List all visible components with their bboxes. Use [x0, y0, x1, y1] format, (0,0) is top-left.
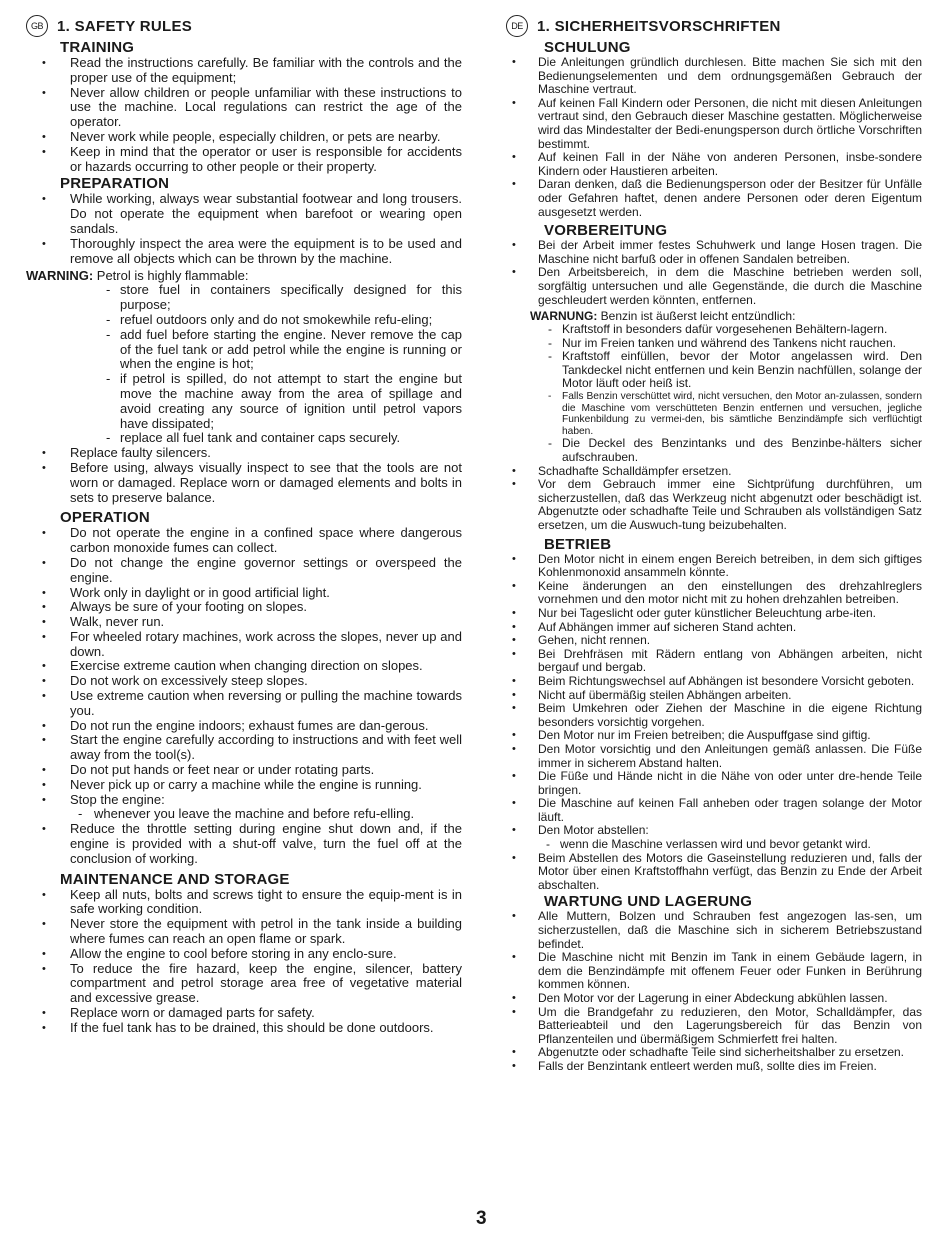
warning-dash-list — [26, 283, 462, 446]
section-heading-maintenance: MAINTENANCE AND STORAGE — [60, 870, 290, 888]
section-heading-vorbereitung: VORBEREITUNG — [544, 222, 668, 240]
warning-text: Benzin ist äußerst leicht entzündlich: — [597, 309, 796, 324]
betrieb-list — [506, 553, 922, 893]
list-item: • Bei der Arbeit immer festes Schuhwerk und lange Hosen tragen. Die Maschine nicht barfuß oder in offenen Sandalen betreiben. — [506, 239, 922, 266]
list-item: • Before using, always visually inspect to see that the tools are not worn or damaged. Replace worn or damaged elements and bolts in sets to preserve balance. — [26, 461, 462, 505]
warning-dash-list — [506, 323, 922, 465]
dash-item: - replace all fuel tank and container caps securely. — [26, 431, 462, 446]
list-item: • Die Maschine nicht mit Benzin im Tank in einem Gebäude lagern, in dem die Benzindämpfe mit offenem Feuer oder Funken in Berührung kommen können. — [506, 951, 922, 992]
list-item: • Abgenutzte oder schadhafte Teile sind sicherheitshalber zu ersetzen. — [506, 1046, 922, 1060]
section-heading-preparation: PREPARATION — [60, 175, 170, 193]
list-item: • Den Motor vor der Lagerung in einer Abdeckung abkühlen lassen. — [506, 992, 922, 1006]
list-item: • Keine änderungen an den einstellungen des drehzahlreglers vornehmen und den motor nicht mit zu hohen drehzahlen betreiben. — [506, 580, 922, 607]
list-item: • While working, always wear substantial footwear and long trousers. Do not operate the equipment when barefoot or wearing open sandals. — [26, 192, 462, 236]
list-item: • Keep in mind that the operator or user is responsible for accidents or hazards occurring to other people or their property. — [26, 145, 462, 175]
maintenance-list — [26, 888, 462, 1036]
language-badge-gb: GB — [26, 15, 48, 37]
stop-engine-label: Stop the engine: — [70, 791, 165, 807]
list-item: • Exercise extreme caution when changing direction on slopes. — [26, 659, 462, 674]
list-item-stop-engine — [26, 793, 462, 823]
preparation-list — [26, 192, 462, 266]
training-list — [26, 56, 462, 174]
warning-line — [26, 268, 462, 283]
list-item: • Den Arbeitsbereich, in dem die Maschine betrieben werden soll, sorgfältig untersuchen und alle Gegenstände, die durch die Maschine geschleudert werden könnten, entfernen. — [506, 266, 922, 307]
list-item: • Reduce the throttle setting during engine shut down and, if the engine is provided with a shut-off valve, turn the fuel off at the conclusion of working. — [26, 822, 462, 866]
list-item: • Die Füße und Hände nicht in die Nähe von oder unter dre-hende Teile bringen. — [506, 770, 922, 797]
list-item: • Falls der Benzintank entleert werden muß, sollte dies im Freien. — [506, 1060, 922, 1074]
list-item: • Do not put hands or feet near or under rotating parts. — [26, 763, 462, 778]
list-item: • Never allow children or people unfamiliar with these instructions to use the machine. Local regulations can restrict the age of the operator. — [26, 86, 462, 130]
list-item: • If the fuel tank has to be drained, this should be done outdoors. — [26, 1021, 462, 1036]
preparation-list-continued — [26, 446, 462, 505]
vorbereitung-list — [506, 239, 922, 307]
list-item: • Beim Umkehren oder Ziehen der Maschine in die eigene Richtung besonders vorsichtig vorgehen. — [506, 702, 922, 729]
dash-item: - Die Deckel des Benzintanks und des Benzinbe-hälters sicher aufschrauben. — [506, 437, 922, 464]
language-badge-de: DE — [506, 15, 528, 37]
list-item: • Nicht auf übermäßig steilen Abhängen arbeiten. — [506, 689, 922, 703]
list-item: • Do not work on excessively steep slopes. — [26, 674, 462, 689]
vorbereitung-list-continued — [506, 465, 922, 533]
list-item: • Bei Drehfräsen mit Rädern entlang von Abhängen arbeiten, nicht bergauf und bergab. — [506, 648, 922, 675]
list-item: • Die Maschine auf keinen Fall anheben oder tragen solange der Motor läuft. — [506, 797, 922, 824]
list-item: • Den Motor nicht in einem engen Bereich betreiben, in dem sich giftiges Kohlenmonoxid ansammeln könnte. — [506, 553, 922, 580]
stop-engine-label: Den Motor abstellen: — [538, 823, 649, 838]
warning-text: Petrol is highly flammable: — [93, 268, 249, 284]
stop-engine-sublist — [538, 838, 922, 852]
operation-list — [26, 526, 462, 866]
stop-engine-sublist — [70, 807, 462, 822]
dash-item: - refuel outdoors only and do not smokewhile refu-eling; — [26, 313, 462, 328]
list-item: • Do not operate the engine in a confined space where dangerous carbon monoxide fumes can collect. — [26, 526, 462, 556]
section-heading-schulung: SCHULUNG — [544, 39, 631, 56]
list-item: • Never pick up or carry a machine while the engine is running. — [26, 778, 462, 793]
list-item: • Do not run the engine indoors; exhaust fumes are dan-gerous. — [26, 719, 462, 734]
list-item: • To reduce the fire hazard, keep the engine, silencer, battery compartment and petrol storage area free of vegetative material and excessive grease. — [26, 962, 462, 1006]
section-heading-training: TRAINING — [60, 39, 135, 56]
list-item: • Use extreme caution when reversing or pulling the machine towards you. — [26, 689, 462, 719]
english-header — [26, 14, 462, 38]
list-item: • Beim Richtungswechsel auf Abhängen ist besondere Vorsicht geboten. — [506, 675, 922, 689]
list-item: • Allow the engine to cool before storing in any enclo-sure. — [26, 947, 462, 962]
list-item: • Auf keinen Fall Kindern oder Personen, die nicht mit diesen Anleitungen vertraut sind, den Gebrauch dieser Maschine gestatten. Möglicherweise wird das Mindestalter der Bedi-enungsperson durch örtliche Vorschriften bestimmt. — [506, 97, 922, 151]
page-number: 3 — [476, 1208, 487, 1229]
warning-label: WARNING: — [26, 268, 94, 284]
dash-item: - whenever you leave the machine and before refu-elling. — [70, 807, 462, 822]
list-item: • Always be sure of your footing on slopes. — [26, 600, 462, 615]
list-item: • Den Motor vorsichtig und den Anleitungen gemäß anlassen. Die Füße immer in sicherem Abstand halten. — [506, 743, 922, 770]
english-column — [26, 14, 462, 1036]
german-column — [506, 14, 922, 1074]
list-item: • Nur bei Tageslicht oder guter künstlicher Beleuchtung arbe-iten. — [506, 607, 922, 621]
list-item: • Vor dem Gebrauch immer eine Sichtprüfung durchführen, um sicherzustellen, daß das Werkzeug nicht abgenutzt oder beschädigt ist. Abgenutzte oder schadhafte Teile und Schrauben als vollständigen Satz ersetzen, um die Auswuch-tung beizubehalten. — [506, 478, 922, 532]
dash-item: - Kraftstoff einfüllen, bevor der Motor angelassen wird. Den Tankdeckel nicht entfernen und kein Benzin nachfüllen, solange der Motor läuft oder heiß ist. — [506, 350, 922, 391]
wartung-list — [506, 910, 922, 1073]
section-heading-betrieb: BETRIEB — [544, 535, 612, 553]
german-title: 1. SICHERHEITSVORSCHRIFTEN — [537, 17, 781, 35]
dash-item: - wenn die Maschine verlassen wird und bevor getankt wird. — [538, 838, 922, 852]
list-item: • Thoroughly inspect the area were the equipment is to be used and remove all objects which can be thrown by the machine. — [26, 237, 462, 267]
list-item: • Work only in daylight or in good artificial light. — [26, 586, 462, 601]
dash-item: - if petrol is spilled, do not attempt to start the engine but move the machine away from the area of spillage and avoid creating any source of ignition until petrol vapors have dissipated; — [26, 372, 462, 431]
list-item: • Read the instructions carefully. Be familiar with the controls and the proper use of the equipment; — [26, 56, 462, 86]
german-header — [506, 14, 922, 38]
list-item: • Gehen, nicht rennen. — [506, 634, 922, 648]
list-item: • Replace worn or damaged parts for safety. — [26, 1006, 462, 1021]
list-item: • For wheeled rotary machines, work across the slopes, never up and down. — [26, 630, 462, 660]
warning-label: WARNUNG: — [530, 309, 598, 324]
list-item: • Never store the equipment with petrol in the tank inside a building where fumes can reach an open flame or spark. — [26, 917, 462, 947]
list-item: • Schadhafte Schalldämpfer ersetzen. — [506, 465, 922, 479]
list-item: • Keep all nuts, bolts and screws tight to ensure the equip-ment is in safe working condition. — [26, 888, 462, 918]
dash-item-small: - Falls Benzin verschüttet wird, nicht versuchen, den Motor an-zulassen, sondern die Maschine vom verschütteten Benzin entfernen und versuchen, jegliche Funkenbildung zu vermei-den, bis sämtliche Benzindämpfe sich verflüchtigt haben. — [506, 391, 922, 437]
section-heading-wartung: WARTUNG UND LAGERUNG — [544, 893, 753, 911]
dash-item: - add fuel before starting the engine. Never remove the cap of the fuel tank or add petrol while the engine is running or when the engine is hot; — [26, 328, 462, 372]
list-item: • Den Motor nur im Freien betreiben; die Auspuffgase sind giftig. — [506, 729, 922, 743]
list-item: • Alle Muttern, Bolzen und Schrauben fest angezogen las-sen, um sicherzustellen, daß die Maschine sich in sicherem Betriebszustand befindet. — [506, 910, 922, 951]
dash-item: - Kraftstoff in besonders dafür vorgesehenen Behältern-lagern. — [506, 323, 922, 337]
dash-item: - Nur im Freien tanken und während des Tankens nicht rauchen. — [506, 337, 922, 351]
list-item: • Daran denken, daß die Bedienungsperson oder der Besitzer für Unfälle oder Gefahren haftet, denen andere Personen oder deren Eigentum ausgesetzt werden. — [506, 178, 922, 219]
english-title: 1. SAFETY RULES — [57, 17, 193, 35]
section-heading-operation: OPERATION — [60, 509, 150, 527]
list-item: • Beim Abstellen des Motors die Gaseinstellung reduzieren und, falls der Motor über einen Kraftstoffhahn verfügt, das Benzin zu Ende der Arbeit abschalten. — [506, 852, 922, 893]
list-item: • Um die Brandgefahr zu reduzieren, den Motor, Schalldämpfer, das Batterieabteil und den Lagerungsbereich für das Benzin von Pflanzenteilen und übermäßigem Schmierfett frei halten. — [506, 1006, 922, 1047]
list-item: • Walk, never run. — [26, 615, 462, 630]
list-item: • Auf Abhängen immer auf sicheren Stand achten. — [506, 621, 922, 635]
list-item: • Auf keinen Fall in der Nähe von anderen Personen, insbe-sondere Kindern oder Haustieren arbeiten. — [506, 151, 922, 178]
schulung-list — [506, 56, 922, 219]
list-item: • Start the engine carefully according to instructions and with feet well away from the tool(s). — [26, 733, 462, 763]
warning-line — [530, 309, 922, 323]
list-item: • Die Anleitungen gründlich durchlesen. Bitte machen Sie sich mit den Bedienungselementen und dem ordnungsgemäßen Gebrauch der Maschine vertraut. — [506, 56, 922, 97]
list-item: • Replace faulty silencers. — [26, 446, 462, 461]
list-item: • Do not change the engine governor settings or overspeed the engine. — [26, 556, 462, 586]
list-item: • Never work while people, especially children, or pets are nearby. — [26, 130, 462, 145]
dash-item: - store fuel in containers specifically designed for this purpose; — [26, 283, 462, 313]
list-item-stop-engine — [506, 824, 922, 851]
